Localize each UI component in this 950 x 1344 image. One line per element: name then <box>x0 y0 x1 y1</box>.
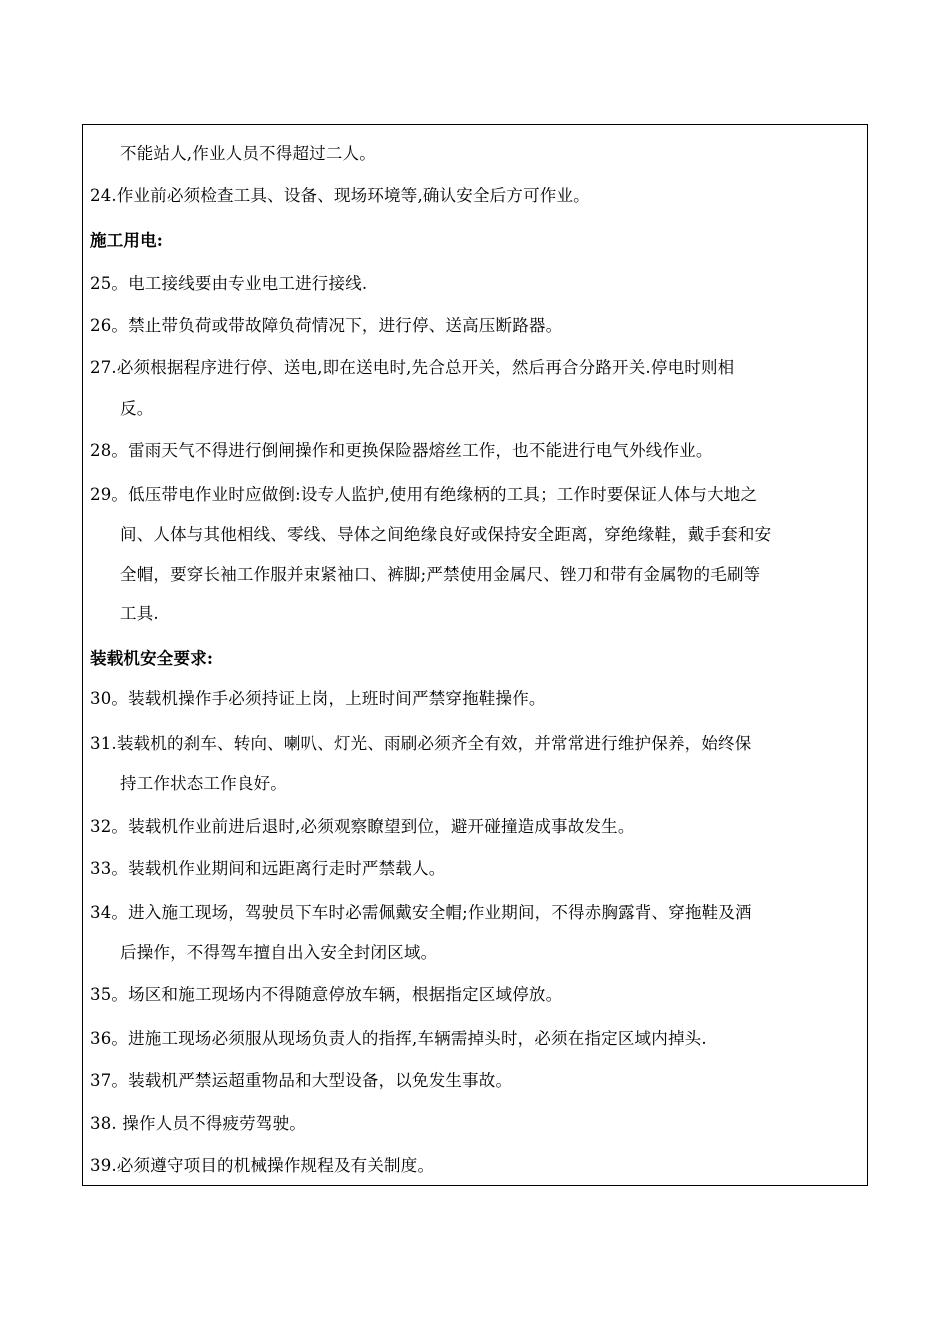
rule-34: 34。进入施工现场，驾驶员下车时必需佩戴安全帽;作业期间，不得赤胸露背、穿拖鞋及酒 <box>90 903 752 922</box>
rule-36: 36。进施工现场必须服从现场负责人的指挥,车辆需掉头时，必须在指定区域内掉头. <box>90 1029 707 1048</box>
rule-27: 27.必须根据程序进行停、送电,即在送电时,先合总开关，然后再合分路开关.停电时则相 <box>90 358 735 377</box>
section-heading-electrical: 施工用电: <box>90 231 164 250</box>
rule-29-continuation: 间、人体与其他相线、零线、导体之间绝缘良好或保持安全距离，穿绝缘鞋，戴手套和安 <box>120 525 772 544</box>
section-heading-loader: 装载机安全要求: <box>90 649 214 668</box>
rule-29-continuation: 工具. <box>120 604 159 623</box>
rule-29: 29。低压带电作业时应做倒:设专人监护,使用有绝缘柄的工具；工作时要保证人体与大地之 <box>90 485 758 504</box>
rule-27-continuation: 反。 <box>120 399 154 418</box>
rule-30: 30。装载机操作手必须持证上岗，上班时间严禁穿拖鞋操作。 <box>90 689 546 708</box>
rule-28: 28。雷雨天气不得进行倒闸操作和更换保险器熔丝工作，也不能进行电气外线作业。 <box>90 441 713 460</box>
rule-39: 39.必须遵守项目的机械操作规程及有关制度。 <box>90 1156 435 1175</box>
rule-34-continuation: 后操作，不得驾车擅自出入安全封闭区域。 <box>120 943 438 962</box>
rule-24: 24.作业前必须检查工具、设备、现场环境等,确认安全后方可作业。 <box>90 186 590 205</box>
rule-31-continuation: 持工作状态工作良好。 <box>120 774 287 793</box>
rule-37: 37。装载机严禁运超重物品和大型设备，以免发生事故。 <box>90 1071 513 1090</box>
rule-33: 33。装载机作业期间和远距离行走时严禁载人。 <box>90 859 446 878</box>
rule-38: 38. 操作人员不得疲劳驾驶。 <box>90 1114 306 1133</box>
rule-26: 26。禁止带负荷或带故障负荷情况下，进行停、送高压断路器。 <box>90 316 563 335</box>
rule-32: 32。装载机作业前进后退时,必须观察瞭望到位，避开碰撞造成事故发生。 <box>90 817 635 836</box>
rule-35: 35。场区和施工现场内不得随意停放车辆，根据指定区域停放。 <box>90 985 563 1004</box>
text-line-continuation: 不能站人,作业人员不得超过二人。 <box>120 144 376 163</box>
rule-29-continuation: 全帽，要穿长袖工作服并束紧袖口、裤脚;严禁使用金属尺、锉刀和带有金属物的毛刷等 <box>120 565 761 584</box>
rule-25: 25。电工接线要由专业电工进行接线. <box>90 274 368 293</box>
rule-31: 31.装载机的刹车、转向、喇叭、灯光、雨刷必须齐全有效，并常常进行维护保养，始终保 <box>90 734 752 753</box>
